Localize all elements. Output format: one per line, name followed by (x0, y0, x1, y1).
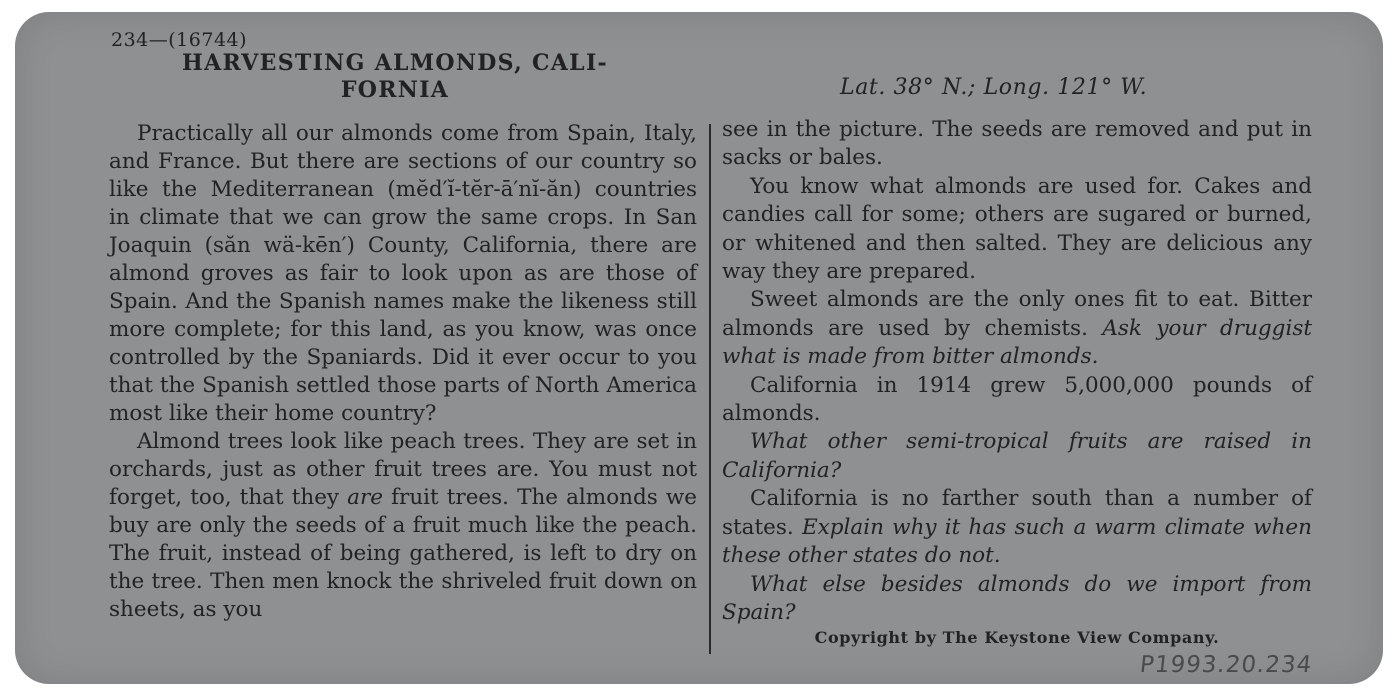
left-text-column (109, 120, 697, 624)
card-title-line-2: FORNIA (340, 77, 450, 103)
card-title (125, 50, 665, 104)
right-paragraph-6 (722, 485, 1312, 570)
right-paragraph-5-italic: What other semi-tropical fruits are raised in California? (722, 429, 1312, 483)
right-paragraph-4: California in 1914 grew 5,000,000 pounds of almonds. (722, 372, 1312, 427)
column-divider (709, 124, 711, 654)
right-paragraph-7 (722, 571, 1312, 628)
right-text-column (722, 116, 1312, 627)
left-paragraph-2-end: fruit trees. The almonds we buy are only the seeds of a fruit much like the peach. The fruit, instead of being gathered, is left to dry on the tree. Then men knock the shriveled fruit down on sheets, as you (109, 485, 697, 622)
accession-number: P1993.20.234 (1138, 652, 1314, 678)
stereograph-card-back (15, 12, 1383, 684)
left-paragraph-2 (109, 428, 697, 624)
right-paragraph-7-italic: What else besides almonds do we import from Spain? (722, 571, 1312, 625)
left-paragraph-2-emphasis: are (347, 485, 383, 510)
left-paragraph-2-start: Almond trees look like peach trees. They are set in orchards, just as other fruit trees are. You must not forget, too, that they (109, 429, 697, 510)
right-paragraph-6-italic: Explain why it has such a warm climate when these other states do not. (722, 514, 1312, 569)
right-paragraph-3-italic: Ask your druggist what is made from bitter almonds. (722, 315, 1312, 370)
copyright-line: Copyright by The Keystone View Company. (814, 628, 1220, 647)
right-paragraph-6-plain: California is no farther south than a number of states. (722, 486, 1312, 540)
right-paragraph-2: You know what almonds are used for. Cakes and candies call for some; others are sugared or burned, or whitened and then salted. They are delicious any way they are prepared. (722, 173, 1312, 285)
right-paragraph-3-plain: Sweet almonds are the only ones fit to eat. Bitter almonds are used by chemists. (722, 287, 1312, 341)
catalog-number: 234—(16744) (111, 29, 248, 51)
left-paragraph-1: Practically all our almonds come from Spain, Italy, and France. But there are sections of our country so like the Mediterranean (mĕd′ĭ-tĕr-ā′nĭ-ăn) countries in climate that we can grow the same crops. In San Joaquin (săn wä-kēn′) County, California, there are almond groves as fair to look upon as are those of Spain. And the Spanish names make the likeness still more complete; for this land, as you know, was once controlled by the Spaniards. Did it ever occur to you that the Spanish settled those parts of North America most like their home country? (109, 121, 697, 426)
card-title-line-1: HARVESTING ALMONDS, CALI- (182, 50, 608, 76)
right-paragraph-3 (722, 286, 1312, 371)
right-paragraph-1: see in the picture. The seeds are removed and put in sacks or bales. (722, 117, 1312, 171)
latitude-longitude: Lat. 38° N.; Long. 121° W. (840, 75, 1148, 100)
right-paragraph-5 (722, 428, 1312, 485)
